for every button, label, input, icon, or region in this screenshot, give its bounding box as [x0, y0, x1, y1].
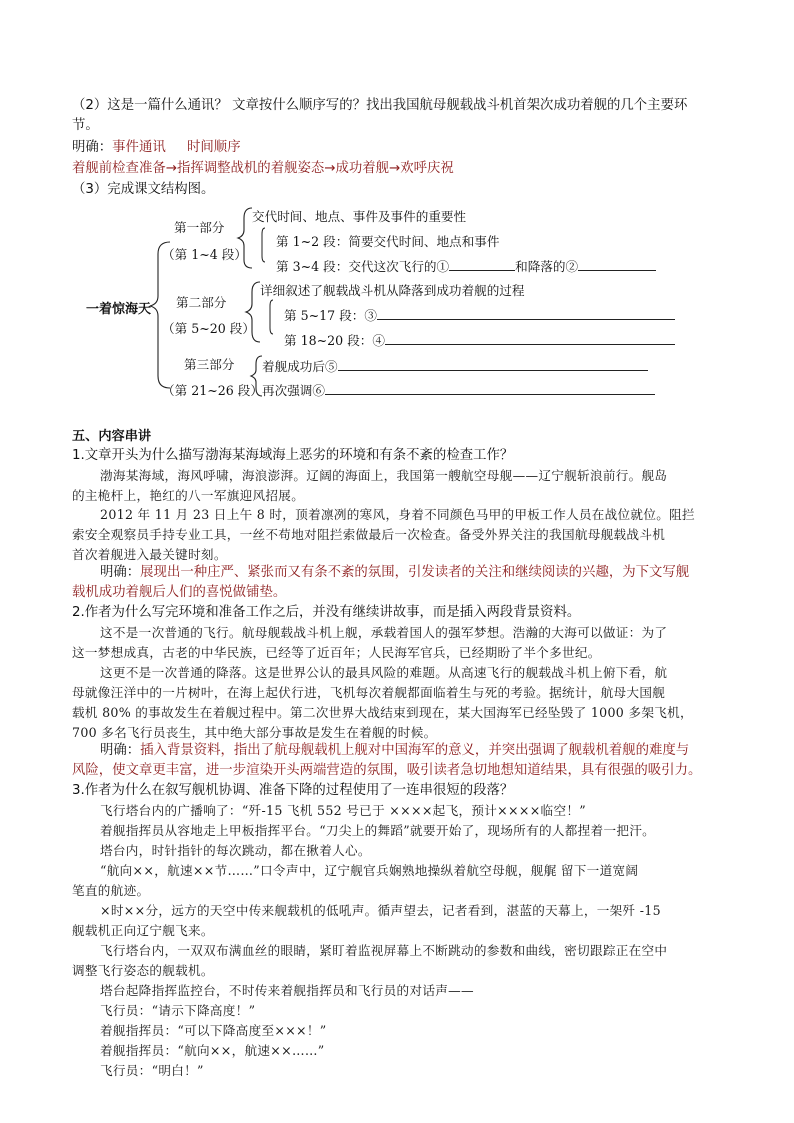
section5-heading: 五、内容串讲: [72, 429, 152, 444]
s5-q3-l7: 舰载机正向辽宁舰飞来。: [72, 923, 214, 938]
s5-q3-l14: 飞行员：“明白！”: [100, 1063, 204, 1078]
s5-q3-l11: 飞行员：“请示下降高度！”: [100, 1003, 256, 1018]
s5-q1-answer-l1: 明确：展现出一种庄严、紧张而又有条不紊的氛围，引发读者的关注和继续阅读的兴趣，为下文写舰: [100, 565, 690, 580]
s5-q1: 1.文章开头为什么描写渤海某海域海上恶劣的环境和有条不紊的检查工作？: [72, 448, 514, 463]
part1-sub2: 第 3~4 段：交代这次飞行的① 和降落的②: [276, 256, 656, 275]
part1-summary: 交代时间、地点、事件及事件的重要性: [252, 209, 467, 224]
s5-q3-l8: 飞行塔台内，一双双布满血丝的眼睛，紧盯着监视屏幕上不断跳动的参数和曲线，密切跟踪正在空中: [100, 943, 668, 958]
part2-summary: 详细叙述了舰载战斗机从降落到成功着舰的过程: [260, 283, 525, 298]
s5-q2-p2-l3: 载机 80% 的事故发生在着舰过程中。第二次世界大战结束到现在，某大国海军已经坠毁了 1000 多架飞机，: [72, 705, 693, 720]
part1-name: 第一部分: [174, 220, 225, 235]
s5-q1-p2-l1: 2012 年 11 月 23 日上午 8 时，顶着凛冽的寒风，身着不同颜色马甲的甲板工作人员在战位就位。阻拦: [100, 507, 695, 522]
answer-text: 事件通讯 时间顺序: [112, 140, 241, 155]
blank-2: [578, 258, 656, 271]
blank-3: [377, 307, 675, 320]
s5-q3-l1: 飞行塔台内的广播响了：“歼-15 飞机 552 号已于 ××××起飞，预计××××临空！”: [100, 803, 586, 818]
blank-6: [325, 382, 655, 395]
part1-sub1: 第 1~2 段：简要交代时间、地点和事件: [276, 234, 500, 249]
s5-q3-l10: 塔台起降指挥监控台，不时传来着舰指挥员和飞行员的对话声——: [100, 983, 474, 998]
blank-1: [449, 258, 515, 271]
s5-q2-answer-l2: 风险，使文章更丰富，进一步渲染开头两端营造的氛围，吸引读者急切地想知道结果，具有很强的吸引力。: [72, 763, 702, 778]
part2-sub2: 第 18~20 段：④: [284, 330, 675, 349]
part1-range: （第 1~4 段）: [162, 247, 247, 262]
s5-q2-p2-l2: 母就像汪洋中的一片树叶，在海上起伏行进，飞机每次着舰都面临着生与死的考验。据统计，航母大国舰: [72, 685, 666, 700]
s5-q1-p1-l1: 渤海某海域，海风呼啸，海浪澎湃。辽阔的海面上，我国第一艘航空母舰——辽宁舰斩浪前行。舰岛: [100, 468, 668, 483]
s5-q2-p2-l4: 700 多名飞行员丧生，其中绝大部分事故是发生在着舰的时候。: [72, 725, 437, 740]
q2-question-line2: 节。: [72, 118, 99, 133]
s5-q3-l12: 着舰指挥员：“可以下降高度至×××！”: [100, 1023, 327, 1038]
s5-q1-p2-l3: 首次着舰进入最关键时刻。: [72, 547, 227, 562]
s5-q3-l3: 塔台内，时针指针的每次跳动，都在揪着人心。: [100, 843, 371, 858]
s5-q2: 2.作者为什么写完环境和准备工作之后，并没有继续讲故事，而是插入两段背景资料。: [72, 605, 581, 620]
s5-q3-l2: 着舰指挥员从容地走上甲板指挥平台。“刀尖上的舞蹈”就要开始了，现场所有的人都捏着一把汗。: [100, 823, 656, 838]
s5-q3-l9: 调整飞行姿态的舰载机。: [72, 963, 214, 978]
answer-label: 明确：: [72, 140, 113, 155]
q2-question-line1: （2）这是一篇什么通讯？ 文章按什么顺序写的？找出我国航母舰载战斗机首架次成功着舰的几个主要环: [72, 98, 688, 113]
s5-q2-answer-l1: 明确：插入背景资料，指出了航母舰载机上舰对中国海军的意义，并突出强调了舰载机着舰的难度与: [100, 743, 690, 758]
s5-q3: 3.作者为什么在叙写舰机协调、准备下降的过程使用了一连串很短的段落？: [72, 783, 514, 798]
part3-sub1: 着舰成功后⑤: [262, 356, 648, 375]
part2-sub1: 第 5~17 段：③: [284, 305, 675, 324]
structure-root: 一着惊海天: [86, 302, 152, 317]
s5-q2-p1-l2: 这一梦想成真，古老的中华民族，已经等了近百年；人民海军官兵，已经期盼了半个多世纪。: [72, 645, 601, 660]
part3-sub2: 再次强调⑥: [262, 380, 655, 399]
s5-q3-l6: ×时××分，远方的天空中传来舰载机的低吼声。循声望去，记者看到，湛蓝的天幕上，一架歼 -15: [100, 903, 661, 918]
s5-q3-l13: 着舰指挥员：“航向××，航速××……”: [100, 1043, 325, 1058]
blank-4: [385, 332, 675, 345]
s5-q3-l4: “航向××，航速××节……”口令声中，辽宁舰官兵娴熟地操纵着航空母舰，舰艉 留下一道宽阔: [100, 863, 639, 878]
q2-answer: [72, 139, 241, 157]
q2-steps: 着舰前检查准备→指挥调整战机的着舰姿态→成功着舰→欢呼庆祝: [72, 161, 454, 176]
s5-q1-p1-l2: 的主桅杆上，艳红的八一军旗迎风招展。: [72, 488, 305, 503]
s5-q1-answer-l2: 载机成功着舰后人们的喜悦做铺垫。: [72, 585, 287, 600]
part2-range: （第 5~20 段）: [162, 321, 255, 336]
structure-chart: [80, 200, 700, 410]
part2-name: 第二部分: [176, 295, 227, 310]
s5-q2-p1-l1: 这不是一次普通的飞行。航母舰载战斗机上舰，承载着国人的强军梦想。浩瀚的大海可以做证：为了: [100, 625, 668, 640]
q3-question: （3）完成课文结构图。: [72, 182, 215, 197]
s5-q3-l5: 笔直的航迹。: [72, 883, 150, 898]
s5-q2-p2-l1: 这更不是一次普通的降落。这是世界公认的最具风险的难题。从高速飞行的舰载战斗机上俯下看，航: [100, 665, 668, 680]
part3-name: 第三部分: [184, 357, 235, 372]
part3-range: （第 21~26 段）: [162, 383, 263, 398]
s5-q1-p2-l2: 索安全观察员手持专业工具，一丝不苟地对阻拦索做最后一次检查。备受外界关注的我国航母舰载战斗机: [72, 527, 666, 542]
blank-5: [338, 358, 648, 371]
